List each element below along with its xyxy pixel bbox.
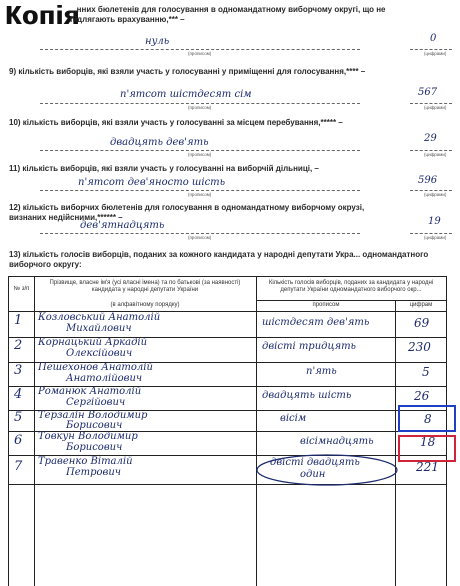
line [410, 49, 452, 50]
votes-words-line2: один [300, 469, 326, 480]
candidate-patronymic: Анатолійович [66, 373, 143, 384]
item-unaccounted-words: нуль [145, 36, 170, 47]
caption: (прописом) [188, 152, 212, 157]
row-number: 2 [14, 338, 23, 353]
item-11-text: 11) кількість виборців, які взяли участь у голосуванні на виборчій дільниці, – [9, 164, 319, 173]
table-border [34, 276, 35, 586]
candidate-name: Травенко Віталій [38, 456, 133, 467]
item-12-text: 12) кількість виборчих бюлетенів для голосування в одномандатному виборчому окрузі, визнаних недійсними,****** – [9, 203, 365, 222]
handwritten-oval [252, 452, 402, 488]
line [410, 233, 452, 234]
caption: (цифрами) [424, 152, 447, 157]
caption: (цифрами) [424, 235, 447, 240]
col-header-votes-words: прописом [312, 302, 340, 308]
candidate-patronymic: Борисович [66, 420, 123, 431]
votes-words: двадцять шість [262, 390, 352, 401]
candidate-name: Романюк Анатолій [38, 386, 142, 397]
item-unaccounted-text: ...нних бюлетенів для голосування в одномандатному виборчому округі, що не підлягають врахуванню,*** – [70, 5, 386, 24]
votes-words: п'ять [306, 366, 337, 377]
item-10-words: двадцять дев'ять [110, 137, 209, 148]
table-border [256, 276, 257, 586]
candidate-name: Козловський Анатолій [38, 312, 161, 323]
item-9-text: 9) кількість виборців, які взяли участь у голосуванні у приміщенні для голосування,**** – [9, 67, 366, 76]
item-10-number: 29 [424, 133, 437, 144]
votes-words: вісімнадцять [300, 436, 374, 447]
votes-digits: 221 [416, 460, 439, 474]
caption: (цифрами) [424, 105, 447, 110]
table-border [395, 300, 396, 586]
votes-words: вісім [280, 413, 307, 424]
table-border [8, 276, 9, 586]
candidate-patronymic: Олексійович [66, 348, 133, 359]
votes-words: шістдесят дев'ять [262, 317, 370, 328]
line [410, 103, 452, 104]
candidate-name: Товкун Володимир [38, 431, 138, 442]
caption: (цифрами) [424, 51, 447, 56]
candidate-name: Терзалін Володимир [38, 410, 148, 421]
item-10-text: 10) кількість виборців, які взяли участь у голосуванні за місцем перебування,***** – [9, 118, 343, 127]
item-9-number: 567 [418, 87, 438, 98]
col-header-name: Прізвище, власне ім'я (усі власні імена) та по батькові (за наявності) кандидата у народні депутати України [49, 280, 241, 293]
item-9-words: п'ятсот шістдесят сім [120, 89, 252, 100]
votes-words: двісті двадцять [270, 457, 360, 468]
caption: (прописом) [188, 51, 212, 56]
votes-digits: 26 [414, 389, 430, 403]
line [410, 190, 452, 191]
line [40, 190, 360, 191]
col-header-votes: Кількість голосів виборців, поданих за кандидата у народні депутати України одномандатного виборчого окр... [268, 280, 434, 293]
row-number: 4 [14, 387, 23, 402]
item-11-words: п'ятсот дев'яносто шість [78, 177, 226, 188]
highlight-box-blue [398, 405, 456, 432]
section-13-text: 13) кількість голосів виборців, поданих за кожного кандидата у народні депутати Укра... одномандатного виборчого округу: [9, 250, 429, 269]
item-12-number: 19 [428, 216, 441, 227]
caption: (цифрами) [424, 192, 447, 197]
line [40, 233, 360, 234]
item-unaccounted-number: 0 [430, 33, 437, 44]
candidate-patronymic: Михайлович [66, 323, 132, 334]
votes-digits: 230 [408, 340, 431, 354]
votes-digits: 8 [424, 412, 432, 426]
copy-stamp: Копія [5, 0, 80, 30]
candidate-name: Корнацький Аркадій [38, 337, 148, 348]
candidate-name: Пешехонов Анатолій [38, 362, 153, 373]
row-number: 6 [14, 433, 23, 448]
line [410, 150, 452, 151]
table-border [8, 276, 446, 277]
votes-digits: 18 [420, 435, 436, 449]
item-11-number: 596 [418, 175, 438, 186]
line [40, 49, 360, 50]
votes-digits: 5 [422, 365, 430, 379]
line [40, 103, 360, 104]
col-header-number: № з/п [13, 286, 30, 292]
item-12-words: дев'ятнадцять [80, 220, 165, 231]
col-header-name-sub: (в алфавітному порядку) [110, 302, 180, 308]
line [40, 150, 360, 151]
caption: (прописом) [188, 192, 212, 197]
col-header-votes-digits: цифрам [409, 302, 433, 308]
row-number: 5 [14, 410, 23, 425]
highlight-box-red [398, 435, 456, 462]
caption: (прописом) [188, 105, 212, 110]
row-number: 1 [14, 313, 23, 328]
table-border [256, 300, 446, 301]
candidate-patronymic: Борисович [66, 442, 123, 453]
candidate-patronymic: Петрович [66, 467, 122, 478]
votes-words: двісті тридцять [262, 341, 357, 352]
votes-digits: 69 [414, 316, 430, 330]
caption: (прописом) [188, 235, 212, 240]
row-number: 7 [14, 459, 23, 474]
row-number: 3 [14, 363, 23, 378]
candidate-patronymic: Сергійович [66, 397, 126, 408]
